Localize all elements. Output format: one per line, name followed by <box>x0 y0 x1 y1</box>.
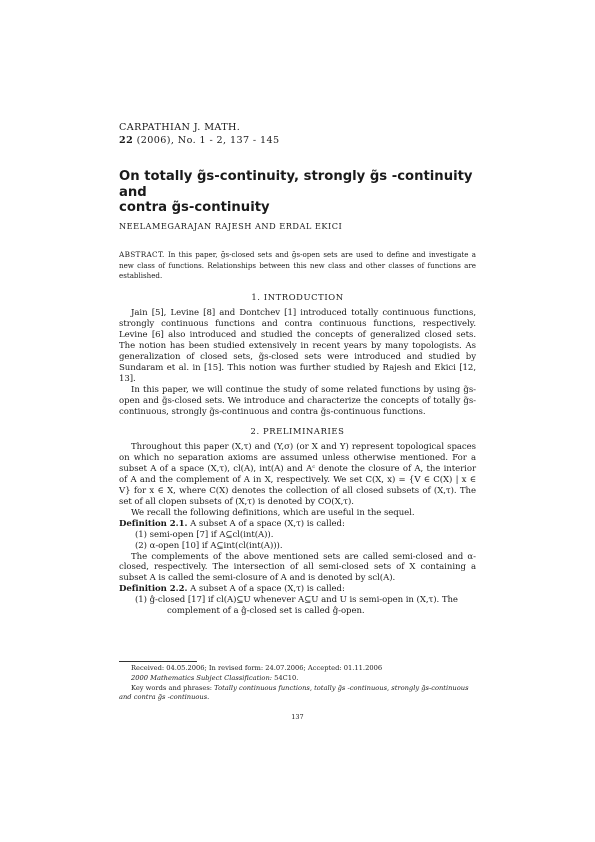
definition-2-2-text: A subset A of a space (X,τ) is called: <box>190 584 345 595</box>
definition-2-1-item-2: (2) α-open [10] if A⊆int(cl(int(A))). <box>135 540 283 551</box>
journal-name: CARPATHIAN J. MATH. <box>119 122 241 133</box>
journal-header <box>119 121 476 147</box>
definition-2-1-text: A subset A of a space (X,τ) is called: <box>190 518 345 529</box>
definition-2-2 <box>119 584 476 595</box>
definition-2-2-item-1-cont: complement of a ĝ-closed set is called ĝ-open. <box>167 606 365 617</box>
footnote-msc <box>119 674 476 684</box>
intro-paragraph-2: In this paper, we will continue the study of some related functions by using g̃s-open and g̃s-closed sets. We introduce and characterize the concepts of totally g̃s-continuous, strongly g̃s-continuous and contra g̃s-continuous functions. <box>119 384 476 417</box>
journal-issue: (2006), No. 1 - 2, 137 - 145 <box>136 135 280 146</box>
introduction-body <box>119 308 476 418</box>
keywords-value: Totally continuous functions, totally g̃s -continuous, strongly g̃s-continuous and contra g̃s -continuous. <box>119 683 469 702</box>
preliminaries-body <box>119 442 476 617</box>
keywords-label: Key words and phrases: <box>131 683 213 692</box>
page-number: 137 <box>291 713 304 721</box>
definition-2-2-item-1: (1) ĝ-closed [17] if cl(A)⊆U whenever A⊆U and U is semi-open in (X,τ). The <box>135 595 458 606</box>
definition-2-2-heading: Definition 2.2. <box>119 584 188 595</box>
abstract <box>119 250 476 282</box>
section-heading-introduction: 1. INTRODUCTION <box>251 292 344 302</box>
abstract-text: In this paper, g̃s-closed sets and g̃s-open sets are used to define and investigate a new class of functions. Relationships between this new class and other classes of functions are established. <box>119 250 476 280</box>
prelim-paragraph-3: The complements of the above mentioned sets are called semi-closed and α-closed, respectively. The intersection of all semi-closed sets of X containing a subset A is called the semi-closure of A and is denoted by scl(A). <box>119 551 476 584</box>
footnotes <box>119 664 476 703</box>
title-line-2: contra g̃s-continuity <box>119 200 270 215</box>
footnote-dates: Received: 04.05.2006; In revised form: 24.07.2006; Accepted: 01.11.2006 <box>131 664 383 672</box>
footnote-divider <box>119 661 197 662</box>
intro-paragraph-1: Jain [5], Levine [8] and Dontchev [1] introduced totally continuous functions, strongly continuous functions and contra continuous functions, respectively. Levine [6] also introduced and studied the concepts of generalized closed sets. The notion has been studied extensively in recent years by many topologists. As generalization of closed sets, g̃s-closed sets were introduced and studied by Sundaram et al. in [15]. This notion was further studied by Rajesh and Ekici [12, 13]. <box>119 308 476 384</box>
definition-2-1 <box>119 519 476 530</box>
msc-label: 2000 Mathematics Subject Classification: <box>131 673 272 682</box>
footnote-keywords <box>119 684 476 704</box>
prelim-paragraph-2: We recall the following definitions, which are useful in the sequel. <box>131 507 415 518</box>
author-line: NEELAMEGARAJAN RAJESH AND ERDAL EKICI <box>119 221 343 231</box>
journal-volume: 22 <box>119 135 134 146</box>
msc-value: 54C10. <box>274 673 299 682</box>
definition-2-1-item-1: (1) semi-open [7] if A⊆cl(int(A)). <box>135 529 274 540</box>
definition-2-1-heading: Definition 2.1. <box>119 518 188 529</box>
paper-title <box>119 169 476 216</box>
section-heading-preliminaries: 2. PRELIMINARIES <box>250 426 345 436</box>
abstract-label: ABSTRACT. <box>119 250 165 259</box>
title-line-1: On totally g̃s-continuity, strongly g̃s -continuity and <box>119 169 473 200</box>
prelim-paragraph-1: Throughout this paper (X,τ) and (Y,σ) (or X and Y) represent topological spaces on which no separation axioms are assumed unless otherwise mentioned. For a subset A of a space (X,τ), cl(A), int(A) and Aᶜ denote the closure of A, the interior of A and the complement of A in X, respectively. We set C(X, x) = {V ∈ C(X) | x ∈ V} for x ∈ X, where C(X) denotes the collection of all closed subsets of (X,τ). The set of all clopen subsets of (X,τ) is denoted by CO(X,τ). <box>119 442 476 507</box>
